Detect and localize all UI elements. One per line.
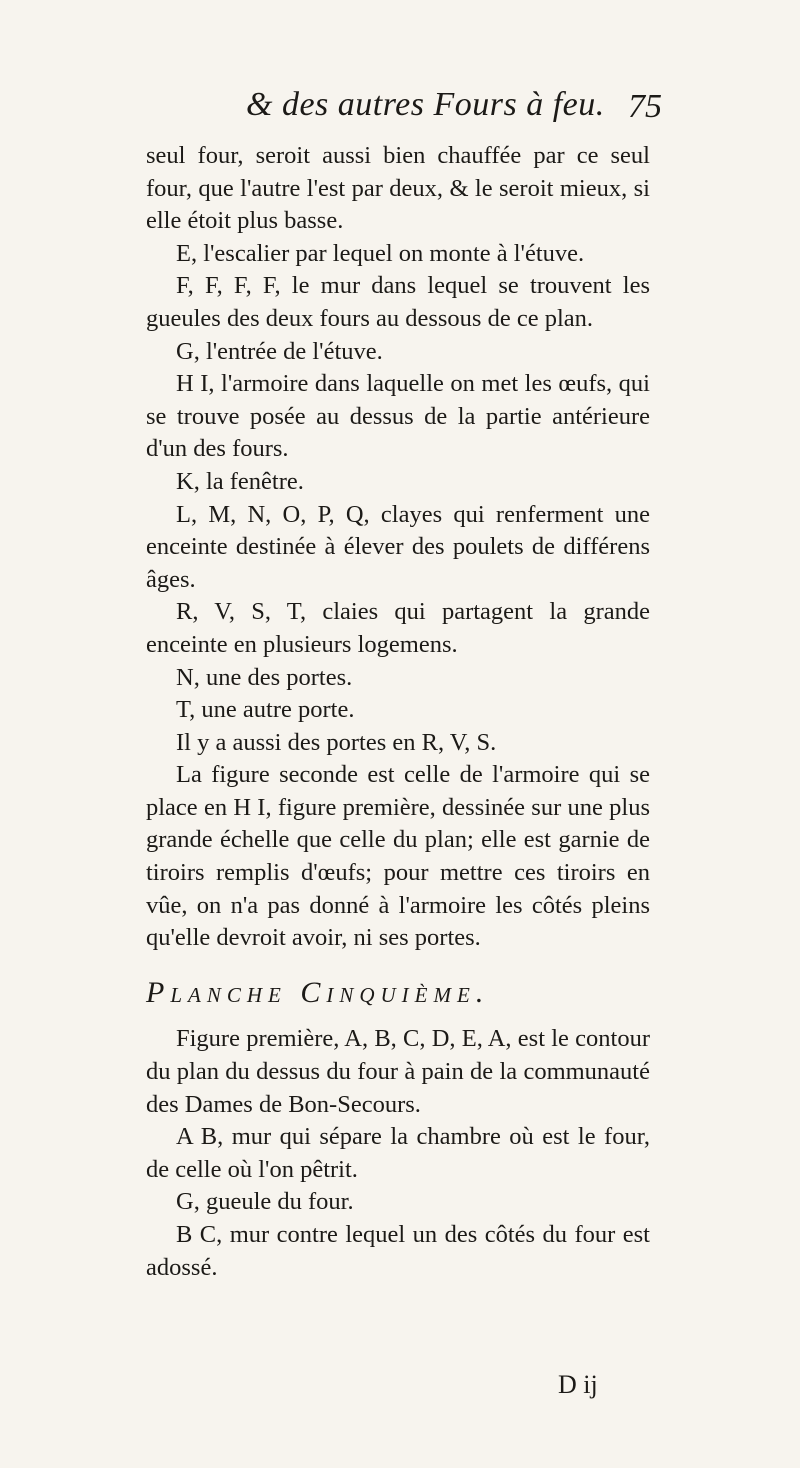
paragraph: seul four, seroit aussi bien chauffée par ce seul four, que l'autre l'est par deux, & le seroit mieux, si elle étoit plus basse. (146, 142, 650, 235)
running-head (146, 86, 662, 130)
paragraph: L, M, N, O, P, Q, clayes qui renferment une enceinte destinée à élever des poulets de différens âges. (146, 500, 650, 593)
paragraph: G, l'entrée de l'étuve. (176, 337, 383, 365)
page-number: 75 (628, 88, 662, 125)
signature-mark: D ij (558, 1370, 598, 1399)
paragraph: G, gueule du four. (176, 1188, 354, 1216)
running-title: & des autres Fours à feu. (246, 86, 605, 123)
paragraph: Il y a aussi des portes en R, V, S. (176, 728, 497, 756)
paragraph: T, une autre porte. (176, 696, 355, 724)
paragraph: B C, mur contre lequel un des côtés du four est adossé. (146, 1221, 650, 1281)
paragraph: A B, mur qui sépare la chambre où est le four, de celle où l'on pêtrit. (146, 1123, 650, 1183)
body-text (146, 140, 650, 1284)
paragraph: H I, l'armoire dans laquelle on met les œufs, qui se trouve posée au dessus de la partie antérieure d'un des fours. (146, 370, 650, 463)
paragraph: K, la fenêtre. (176, 467, 304, 495)
paragraph: La figure seconde est celle de l'armoire qui se place en H I, figure première, dessinée sur une plus grande échelle que celle du plan; elle est garnie de tiroirs remplis d'œufs; pour mettre ces tiroirs en vûe, on n'a pas donné à l'armoire les côtés pleins qu'elle devroit avoir, ni ses portes. (146, 761, 650, 952)
paragraph: N, une des portes. (176, 663, 353, 691)
paragraph: Figure première, A, B, C, D, E, A, est le contour du plan du dessus du four à pain de la communauté des Dames de Bon-Secours. (146, 1025, 650, 1118)
paragraph: R, V, S, T, claies qui partagent la grande enceinte en plusieurs logemens. (146, 598, 650, 658)
plate-heading: Planche Cinquième. (146, 975, 490, 1009)
paragraph: E, l'escalier par lequel on monte à l'étuve. (176, 239, 585, 267)
paragraph: F, F, F, F, le mur dans lequel se trouvent les gueules des deux fours au dessous de ce plan. (146, 272, 650, 332)
